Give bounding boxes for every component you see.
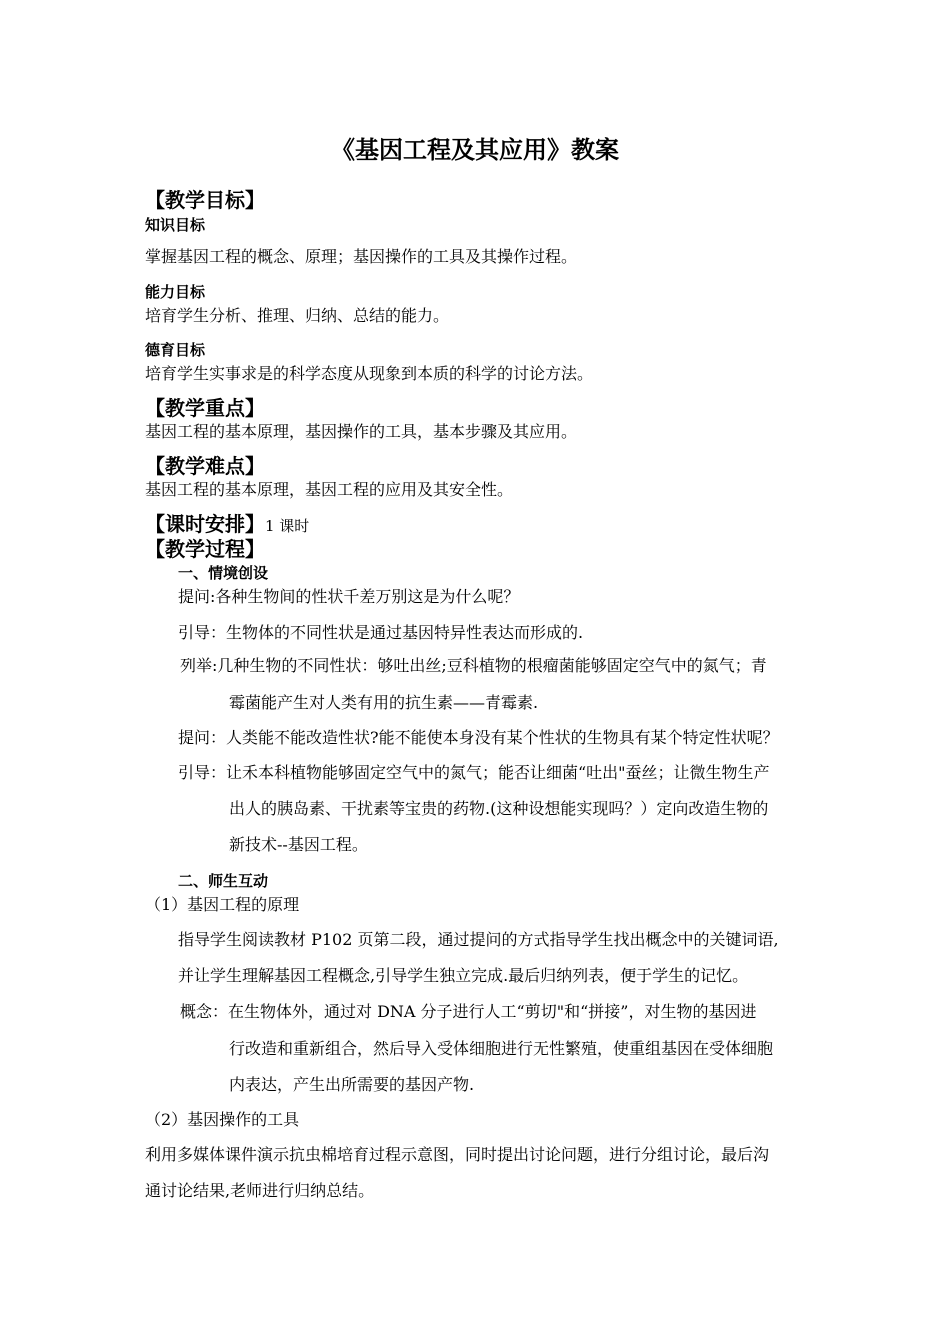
part2-concept-line-2: 行改造和重新组合，然后导入受体细胞进行无性繁殖，使重组基因在受体细胞 [229, 1039, 774, 1058]
part1-question-2: 提问：人类能不能改造性状?能不能使本身没有某个性状的生物具有某个特定性状呢？ [178, 728, 779, 747]
part2-concept-line-3: 内表达，产生出所需要的基因产物. [229, 1075, 475, 1094]
process-heading: 【教学过程】 [145, 537, 265, 561]
knowledge-heading: 知识目标 [145, 216, 206, 234]
part1-guide-1: 引导：生物体的不同性状是通过基因特异性表达而形成的. [178, 623, 584, 642]
part1-guide-2-line-3: 新技术--基因工程。 [229, 835, 368, 854]
part2-guide-line-2: 并让学生理解基因工程概念,引导学生独立完成.最后归纳列表，便于学生的记忆。 [178, 966, 749, 985]
difficulty-heading: 【教学难点】 [145, 454, 265, 478]
part2-heading: 二、师生互动 [178, 872, 269, 890]
part2-tools-line-2: 通讨论结果,老师进行归纳总结。 [145, 1181, 375, 1200]
schedule-line [145, 512, 309, 538]
part1-example-line-1: 列举:几种生物的不同性状：够吐出丝;豆科植物的根瘤菌能够固定空气中的氮气；青 [180, 656, 767, 675]
focus-heading: 【教学重点】 [145, 396, 265, 420]
part2-tools-line-1: 利用多媒体课件演示抗虫棉培育过程示意图，同时提出讨论问题，进行分组讨论，最后沟 [145, 1145, 770, 1164]
focus-text: 基因工程的基本原理，基因操作的工具，基本步骤及其应用。 [145, 422, 578, 441]
part2-guide-line-1: 指导学生阅读教材 P102 页第二段，通过提问的方式指导学生找出概念中的关键词语, [178, 930, 779, 949]
part2-concept-line-1: 概念：在生物体外，通过对 DNA 分子进行人工“剪切"和“拼接”，对生物的基因进 [180, 1002, 757, 1021]
part1-heading: 一、情境创设 [178, 564, 269, 582]
schedule-value: 1 课时 [265, 517, 310, 535]
part1-question-1: 提问:各种生物间的性状千差万别这是为什么呢？ [178, 587, 520, 606]
document-title: 《基因工程及其应用》教案 [331, 136, 619, 164]
ability-heading: 能力目标 [145, 283, 206, 301]
moral-heading: 德育目标 [145, 341, 206, 359]
knowledge-text: 掌握基因工程的概念、原理；基因操作的工具及其操作过程。 [145, 247, 578, 266]
part2-subheading-2: （2）基因操作的工具 [145, 1110, 300, 1129]
ability-text: 培育学生分析、推理、归纳、总结的能力。 [145, 306, 450, 325]
part2-subheading-1: （1）基因工程的原理 [145, 895, 300, 914]
moral-text: 培育学生实事求是的科学态度从现象到本质的科学的讨论方法。 [145, 364, 594, 383]
part1-example-line-2: 霉菌能产生对人类有用的抗生素——青霉素. [229, 693, 539, 712]
objectives-heading: 【教学目标】 [145, 188, 265, 212]
schedule-heading: 【课时安排】 [145, 512, 265, 536]
part1-guide-2-line-1: 引导：让禾本科植物能够固定空气中的氮气；能否让细菌“吐出"蚕丝；让微生物生产 [178, 763, 770, 782]
part1-guide-2-line-2: 出人的胰岛素、干扰素等宝贵的药物.(这种设想能实现吗？）定向改造生物的 [229, 799, 769, 818]
difficulty-text: 基因工程的基本原理，基因工程的应用及其安全性。 [145, 480, 514, 499]
